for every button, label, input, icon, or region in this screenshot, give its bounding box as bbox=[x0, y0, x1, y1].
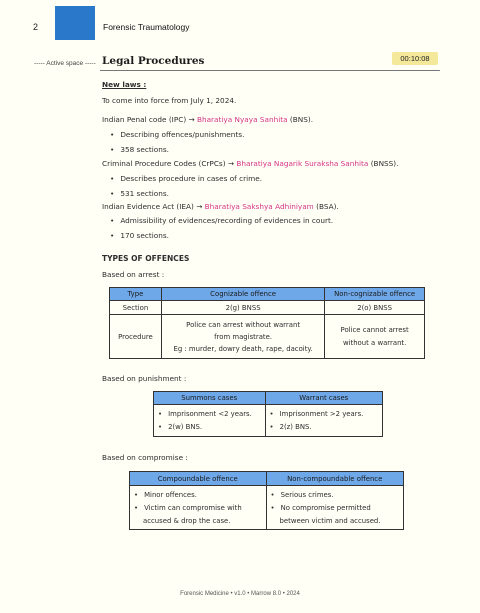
arrest-row-section-label: Section bbox=[110, 301, 162, 315]
noncompoundable-bullet-2-cont: between victim and accused. bbox=[279, 517, 381, 525]
compromise-header-compoundable: Compoundable offence bbox=[130, 472, 267, 486]
crpc-old-name: Criminal Procedure Codes (CrPCs) → bbox=[102, 159, 237, 168]
cognizable-example: Eg : murder, dowry death, rape, dacoity. bbox=[173, 344, 313, 353]
crpc-bullet-1: • Describes procedure in cases of crime. bbox=[110, 174, 262, 183]
arrest-row-procedure-noncognizable bbox=[325, 315, 425, 359]
noncompoundable-bullet-2: • No compromise permitted bbox=[271, 502, 404, 515]
arrest-label: Based on arrest : bbox=[102, 270, 165, 279]
ipc-suffix: (BNS). bbox=[287, 115, 314, 124]
arrest-header-noncognizable: Non-cognizable offence bbox=[325, 288, 425, 301]
arrest-row-procedure-label: Procedure bbox=[110, 315, 162, 359]
video-timestamp[interactable]: 00:10:08 bbox=[392, 52, 438, 65]
noncompoundable-cell bbox=[266, 486, 404, 530]
title-divider bbox=[100, 70, 440, 71]
new-laws-intro: To come into force from July 1, 2024. bbox=[102, 96, 237, 105]
new-laws-heading: New laws : bbox=[102, 80, 147, 89]
arrest-header-type: Type bbox=[110, 288, 162, 301]
bsa-new-name: Bharatiya Sakshya Adhiniyam bbox=[204, 202, 314, 211]
noncognizable-line-2: without a warrant. bbox=[342, 338, 407, 347]
types-heading: TYPES OF OFFENCES bbox=[102, 254, 190, 263]
arrest-row-procedure-cognizable bbox=[161, 315, 324, 359]
iea-line bbox=[102, 202, 339, 211]
summons-bullet-1: • Imprisonment <2 years. bbox=[158, 408, 265, 421]
cognizable-line-1: Police can arrest without warrant bbox=[186, 320, 301, 329]
iea-bullet-2: • 170 sections. bbox=[110, 231, 169, 240]
compromise-header-noncompoundable: Non-compoundable offence bbox=[266, 472, 404, 486]
ipc-old-name: Indian Penal code (IPC) → bbox=[102, 115, 197, 124]
warrant-bullet-1: • Imprisonment >2 years. bbox=[270, 408, 382, 421]
summons-cell bbox=[154, 405, 266, 437]
compromise-table bbox=[129, 471, 404, 530]
compoundable-cell bbox=[130, 486, 267, 530]
chapter-title: Legal Procedures bbox=[102, 55, 205, 67]
noncompoundable-bullet-1: • Serious crimes. bbox=[271, 489, 404, 502]
cognizable-line-2: from magistrate. bbox=[214, 332, 273, 341]
iea-bullet-1: • Admissibility of evidences/recording of evidences in court. bbox=[110, 216, 333, 225]
book-title: Forensic Traumatology bbox=[103, 22, 190, 32]
bns-new-name: Bharatiya Nyaya Sanhita bbox=[196, 115, 288, 124]
page-footer: Forensic Medicine • v1.0 • Marrow 8.0 • 2024 bbox=[180, 591, 300, 597]
punishment-header-summons: Summons cases bbox=[154, 392, 266, 405]
warrant-cell bbox=[265, 405, 382, 437]
bnss-new-name: Bharatiya Nagarik Suraksha Sanhita bbox=[236, 159, 369, 168]
chapter-tab-marker bbox=[55, 6, 95, 40]
page-number: 2 bbox=[33, 22, 39, 32]
iea-old-name: Indian Evidence Act (IEA) → bbox=[102, 202, 205, 211]
ipc-line bbox=[102, 115, 313, 124]
compromise-label: Based on compromise : bbox=[102, 453, 188, 462]
compoundable-bullet-2: • Victim can compromise with bbox=[134, 502, 266, 515]
arrest-row-section-noncognizable: 2(o) BNSS bbox=[325, 301, 425, 315]
arrest-table bbox=[109, 287, 425, 359]
arrest-row-section-cognizable: 2(g) BNSS bbox=[161, 301, 324, 315]
summons-bullet-2: • 2(w) BNS. bbox=[158, 421, 265, 434]
noncognizable-line-1: Police cannot arrest bbox=[340, 325, 409, 334]
ipc-bullet-2: • 358 sections. bbox=[110, 145, 169, 154]
active-space-label: ----- Active space ----- bbox=[34, 60, 96, 67]
compoundable-bullet-2-cont: accused & drop the case. bbox=[143, 517, 231, 525]
iea-suffix: (BSA). bbox=[313, 202, 339, 211]
punishment-label: Based on punishment : bbox=[102, 374, 187, 383]
compoundable-bullet-1: • Minor offences. bbox=[134, 489, 266, 502]
punishment-header-warrant: Warrant cases bbox=[265, 392, 382, 405]
arrest-header-cognizable: Cognizable offence bbox=[161, 288, 324, 301]
ipc-bullet-1: • Describing offences/punishments. bbox=[110, 130, 244, 139]
punishment-table bbox=[153, 391, 383, 437]
crpc-line bbox=[102, 159, 398, 168]
crpc-suffix: (BNSS). bbox=[368, 159, 399, 168]
warrant-bullet-2: • 2(z) BNS. bbox=[270, 421, 382, 434]
crpc-bullet-2: • 531 sections. bbox=[110, 189, 169, 198]
